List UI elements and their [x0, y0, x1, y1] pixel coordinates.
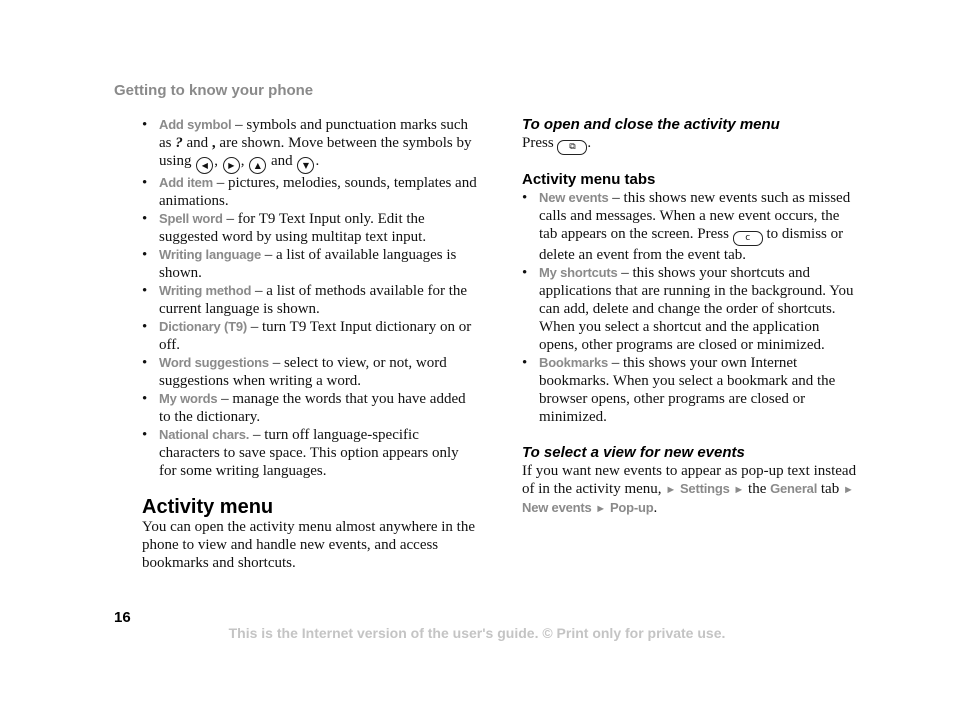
list-item-my-words	[142, 390, 477, 426]
menu-term: Pop-up	[609, 500, 654, 515]
paragraph-text: .	[653, 500, 658, 516]
menu-term: My words	[159, 391, 218, 406]
item-text: – select to view, or not, word suggestions when writing a word.	[159, 355, 447, 389]
item-text: to dismiss or delete an event from the event tab.	[539, 226, 844, 263]
comma-symbol: ,	[211, 135, 216, 151]
left-column	[142, 116, 477, 572]
menu-term: New events	[522, 500, 592, 515]
activity-menu-heading: Activity menu	[142, 496, 274, 518]
menu-arrow-icon: ►	[665, 484, 677, 496]
menu-term: My shortcuts	[539, 265, 618, 280]
item-text: .	[315, 153, 320, 169]
press-text: Press	[522, 135, 558, 151]
item-text: – this shows new events such as missed calls and messages. When a new event occurs, the tab appears on the screen. Press	[539, 190, 851, 242]
menu-term: Dictionary (T9)	[159, 319, 248, 334]
list-item-national-chars	[142, 426, 477, 480]
navigation-left-key-icon: ◀	[196, 157, 213, 174]
item-text: – symbols and punctuation marks such as	[159, 117, 469, 151]
list-item-bookmarks	[522, 354, 857, 426]
menu-term: Writing language	[159, 247, 262, 262]
paragraph-text: tab	[817, 481, 843, 497]
right-column	[522, 116, 857, 518]
activity-menu-paragraph: You can open the activity menu almost anywhere in the phone to view and handle new events, and access bookmarks and shortcuts.	[142, 519, 475, 571]
section-header: Getting to know your phone	[114, 82, 314, 99]
item-text: – this shows your shortcuts and applications that are running in the background. You can add, delete and change the order of shortcuts. When you select a shortcut and the application opens, other programs are closed or minimized.	[539, 265, 854, 353]
menu-term: Bookmarks	[539, 355, 609, 370]
list-item-add-symbol	[142, 116, 477, 174]
menu-term: Add symbol	[159, 117, 232, 132]
list-item-writing-language	[142, 246, 477, 282]
item-text: and	[182, 135, 212, 151]
menu-term: Writing method	[159, 283, 252, 298]
paragraph-text: the	[744, 481, 771, 497]
activity-tabs-list	[522, 189, 857, 426]
navigation-down-key-icon: ▼	[297, 157, 314, 174]
menu-term: Spell word	[159, 211, 223, 226]
list-item-dictionary	[142, 318, 477, 354]
menu-term: General	[770, 481, 818, 496]
list-item-new-events	[522, 189, 857, 264]
item-text: – a list of methods available for the current language is shown.	[159, 283, 468, 317]
clear-key-icon: c	[733, 231, 763, 246]
menu-term: Word suggestions	[159, 355, 269, 370]
menu-term: Add item	[159, 175, 214, 190]
question-mark-symbol: ?	[175, 135, 183, 151]
menu-term: New events	[539, 190, 609, 205]
item-text: are shown. Move between the symbols by using	[159, 135, 472, 169]
open-close-instruction	[522, 134, 857, 155]
end-text: .	[587, 135, 592, 151]
footer-notice: This is the Internet version of the user's guide. © Print only for private use.	[228, 625, 726, 641]
page-number: 16	[114, 609, 131, 626]
menu-term: National chars.	[159, 427, 250, 442]
text-input-options-list	[142, 116, 477, 480]
list-item-word-suggestions	[142, 354, 477, 390]
navigation-up-key-icon: ▲	[249, 157, 266, 174]
separator-text: and	[267, 153, 297, 169]
list-item-my-shortcuts	[522, 264, 857, 354]
navigation-right-key-icon: ▶	[223, 157, 240, 174]
list-item-spell-word	[142, 210, 477, 246]
menu-term: Settings	[679, 481, 730, 496]
activity-menu-key-icon: ⧉	[557, 140, 587, 155]
separator-text: ,	[240, 153, 249, 169]
item-text: – a list of available languages is shown.	[159, 247, 457, 281]
item-text: – turn off language-specific characters to save space. This option appears only for some writing languages.	[159, 427, 459, 479]
list-item-add-item	[142, 174, 477, 210]
paragraph-text: If you want new events to appear as pop-up text instead of in the activity menu,	[522, 463, 857, 497]
menu-arrow-icon: ►	[842, 484, 854, 496]
item-text: – pictures, melodies, sounds, templates and animations.	[159, 175, 477, 209]
menu-arrow-icon: ►	[733, 484, 745, 496]
item-text: – manage the words that you have added to the dictionary.	[159, 391, 466, 425]
item-text: – for T9 Text Input only. Edit the suggested word by using multitap text input.	[159, 211, 427, 245]
open-close-heading: To open and close the activity menu	[522, 116, 780, 133]
list-item-writing-method	[142, 282, 477, 318]
item-text: – turn T9 Text Input dictionary on or off.	[159, 319, 472, 353]
select-view-heading: To select a view for new events	[522, 444, 745, 461]
menu-arrow-icon: ►	[595, 503, 607, 515]
item-text: – this shows your own Internet bookmarks. When you select a bookmark and the browser opens, other programs are closed or minimized.	[539, 355, 836, 425]
select-view-paragraph	[522, 462, 857, 518]
activity-menu-tabs-heading: Activity menu tabs	[522, 171, 656, 188]
separator-text: ,	[214, 153, 222, 169]
